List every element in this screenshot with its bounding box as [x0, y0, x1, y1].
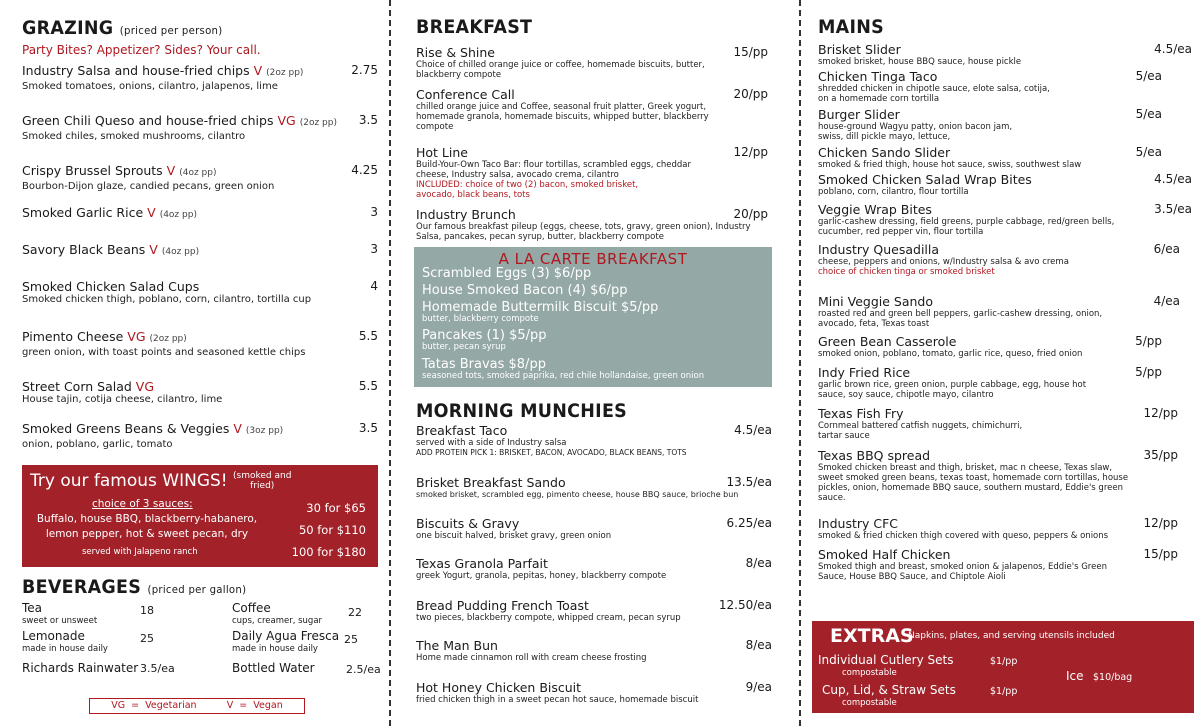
portion-note: (2oz pp) [299, 118, 337, 128]
item-price: 3 [370, 242, 378, 256]
item-description: green onion, with toast points and seasoned kettle chips [22, 347, 306, 358]
item-description: one biscuit halved, brisket gravy, green onion [416, 531, 612, 541]
beverage-price: 2.5/ea [346, 663, 381, 676]
item-name: Conference Call [416, 87, 515, 102]
item-price: 5/pp [1135, 365, 1162, 379]
wings-subtitle: (smoked and fried) [233, 471, 292, 491]
extras-title: EXTRAS [830, 625, 914, 647]
item-name: Texas Granola Parfait [416, 556, 548, 571]
item-name: Texas BBQ spread [818, 448, 931, 463]
ice-label: Ice [1066, 669, 1084, 683]
diet-tag: V [166, 163, 176, 178]
item-description: Smoked thigh and breast, smoked onion & jalapenos, Eddie's Green Sauce, House BBQ Sauce, and Chiptole Aioli [818, 562, 1107, 582]
column-divider-right [799, 0, 801, 726]
diet-tag: VG [277, 113, 296, 128]
item-price: 8/ea [745, 556, 772, 570]
mains-item [818, 547, 1192, 587]
grazing-item [22, 205, 378, 242]
item-name: Savory Black Beans [22, 242, 146, 257]
mains-item [818, 172, 1192, 202]
beverage-item: Tea sweet or unsweet [22, 601, 98, 626]
morning-munchies-title: MORNING MUNCHIES [416, 400, 628, 422]
beverage-price: 22 [348, 606, 362, 619]
item-name: Pimento Cheese [22, 329, 124, 344]
portion-note: (4oz pp) [159, 210, 197, 220]
item-name: Burger Slider [818, 107, 900, 122]
item-description: roasted red and green bell peppers, garlic-cashew dressing, onion, avocado, feta, Texas toast [818, 309, 1103, 329]
diet-tag: VG [135, 379, 155, 394]
item-description: smoked onion, poblano, tomato, garlic rice, queso, fried onion [818, 349, 1083, 359]
portion-note: (4oz pp) [161, 247, 200, 257]
diet-tag: V [233, 421, 242, 436]
beverage-item: Richards Rainwater [22, 661, 139, 675]
item-name: Chicken Sando Slider [818, 145, 951, 160]
cutlery-note: compostable [842, 668, 897, 678]
item-description: house-ground Wagyu patty, onion bacon jam, swiss, dill pickle mayo, lettuce, [818, 122, 1013, 142]
item-addon: ADD PROTEIN PICK 1: BRISKET, BACON, AVOCADO, BLACK BEANS, TOTS [416, 448, 687, 457]
grazing-item [22, 329, 378, 379]
portion-note: (3oz pp) [245, 426, 284, 436]
munchies-item [416, 680, 772, 710]
item-description: fried chicken thigh in a sweet pecan hot sauce, homemade biscuit [416, 695, 699, 705]
cutlery-price: $1/pp [990, 656, 1018, 667]
item-name: Breakfast Taco [416, 423, 508, 438]
item-name: Smoked Chicken Salad Cups [22, 279, 200, 294]
item-price: 3.5 [358, 421, 378, 435]
item-description: Cornmeal battered catfish nuggets, chimichurri, tartar sauce [818, 421, 1023, 441]
breakfast-item [416, 145, 768, 207]
munchies-item [416, 598, 772, 638]
breakfast-item [416, 87, 768, 141]
mains-item [818, 242, 1192, 294]
portion-note: (2oz pp) [149, 334, 187, 344]
breakfast-title: BREAKFAST [416, 16, 533, 38]
mains-title: MAINS [818, 16, 885, 38]
item-description: chilled orange juice and Coffee, seasonal fruit platter, Greek yogurt, homemade granola, homemade biscuits, whipped butter, blackberry compote [416, 102, 709, 132]
item-price: 5/ea [1135, 145, 1162, 159]
item-name: Smoked Half Chicken [818, 547, 951, 562]
item-description: smoked brisket, house BBQ sauce, house pickle [818, 57, 1022, 67]
cup-set-price: $1/pp [990, 686, 1018, 697]
mains-item [818, 42, 1192, 69]
item-price: 3 [370, 205, 378, 219]
mains-item [818, 202, 1192, 242]
a-la-carte-box [414, 247, 772, 387]
breakfast-item [416, 207, 768, 243]
item-description: garlic-cashew dressing, field greens, purple cabbage, red/green bells, cucumber, red pepper vin, flour tortilla [818, 217, 1115, 237]
item-price: 20/pp [733, 87, 768, 101]
beverage-list [22, 602, 388, 692]
mains-item [818, 406, 1192, 448]
item-description: smoked brisket, scrambled egg, pimento cheese, house BBQ sauce, brioche bun [416, 490, 739, 499]
diet-legend: VG = Vegetarian V = Vegan [89, 698, 305, 714]
item-price: 5/pp [1135, 334, 1162, 348]
a-la-carte-item: Scrambled Eggs (3) $6/pp [422, 266, 592, 281]
item-name: Industry Brunch [416, 207, 516, 222]
item-name: Texas Fish Fry [818, 406, 904, 421]
item-description: Bourbon-Dijon glaze, candied pecans, green onion [22, 181, 275, 192]
munchies-item [416, 475, 772, 516]
a-la-carte-item: House Smoked Bacon (4) $6/pp [422, 283, 628, 298]
beverage-item: Lemonade made in house daily [22, 629, 108, 654]
item-price: 12.50/ea [718, 598, 772, 612]
cutlery-label: Individual Cutlery Sets [818, 653, 954, 667]
grazing-item [22, 379, 378, 421]
mains-item [818, 107, 1192, 145]
mains-item [818, 516, 1192, 547]
item-price: 4/ea [1153, 294, 1180, 308]
beverage-price: 18 [140, 604, 154, 617]
item-price: 3.5/ea [1154, 202, 1192, 216]
wings-heading [30, 471, 370, 491]
item-description: Smoked tomatoes, onions, cilantro, jalapenos, lime [22, 81, 278, 92]
wings-tier: 50 for $110 [298, 523, 366, 537]
mains-item [818, 294, 1192, 334]
item-description: House tajin, cotija cheese, cilantro, lime [22, 394, 223, 405]
item-price: 15/pp [733, 45, 768, 59]
item-name: Street Corn Salad [22, 379, 132, 394]
wings-tier: 30 for $65 [306, 501, 366, 515]
item-description: smoked & fried thigh, house hot sauce, swiss, southwest slaw [818, 160, 1082, 170]
item-name: Green Bean Casserole [818, 334, 957, 349]
item-description: greek Yogurt, granola, pepitas, honey, blackberry compote [416, 571, 667, 581]
grazing-item [22, 113, 378, 163]
item-price: 5/ea [1135, 107, 1162, 121]
item-name: The Man Bun [416, 638, 498, 653]
item-price: 8/ea [745, 638, 772, 652]
mains-item [818, 365, 1192, 406]
item-name: Brisket Breakfast Sando [416, 475, 566, 490]
munchies-item [416, 516, 772, 556]
item-name: Brisket Slider [818, 42, 901, 57]
item-description: poblano, corn, cilantro, flour tortilla [818, 187, 969, 197]
wings-tier: 100 for $180 [291, 545, 366, 559]
item-name: Veggie Wrap Bites [818, 202, 932, 217]
grazing-item [22, 63, 378, 113]
a-la-carte-item: Tatas Bravas $8/pp seasoned tots, smoked paprika, red chile hollandaise, green onion [422, 357, 705, 381]
item-price: 4.5/ea [1154, 172, 1192, 186]
item-price: 15/pp [1143, 547, 1178, 561]
diet-tag: V [147, 205, 156, 220]
beverages-title: BEVERAGES [22, 576, 142, 598]
item-description: shredded chicken in chipotle sauce, elote salsa, cotija, on a homemade corn tortilla [818, 84, 1050, 104]
grazing-tagline: Party Bites? Appetizer? Sides? Your call. [22, 43, 261, 57]
beverages-heading [22, 575, 359, 602]
grazing-column [16, 0, 388, 726]
munchies-item [416, 556, 772, 598]
item-name: Chicken Tinga Taco [818, 69, 938, 84]
wings-title: Try our famous WINGS! [30, 471, 228, 491]
grazing-item [22, 163, 378, 205]
mains-item [818, 69, 1192, 107]
item-price: 3.5 [358, 113, 378, 127]
wings-sauces: Buffalo, house BBQ, blackberry-habanero, lemon pepper, hot & sweet pecan, dry [36, 513, 258, 540]
item-price: 2.75 [351, 63, 378, 77]
item-price: 12/pp [1143, 516, 1178, 530]
item-price: 6/ea [1153, 242, 1180, 256]
item-description: served with a side of Industry salsa [416, 438, 567, 448]
diet-tag: V [149, 242, 158, 257]
item-included: INCLUDED: choice of two (2) bacon, smoked brisket, avocado, black beans, tots [416, 180, 639, 200]
wings-served: served with Jalapeno ranch [82, 547, 198, 557]
item-name: Industry CFC [818, 516, 899, 531]
item-description: Smoked chiles, smoked mushrooms, cilantro [22, 131, 246, 142]
grazing-note: (priced per person) [119, 24, 223, 37]
munchies-item [416, 423, 772, 475]
grazing-item [22, 242, 378, 279]
item-price: 4.5/ea [1154, 42, 1192, 56]
item-name: Bread Pudding French Toast [416, 598, 589, 613]
item-description: Choice of chilled orange juice or coffee, homemade biscuits, butter, blackberry compote [416, 60, 705, 80]
item-name: Mini Veggie Sando [818, 294, 934, 309]
item-price: 4.5/ea [734, 423, 772, 437]
item-name: Hot Honey Chicken Biscuit [416, 680, 582, 695]
item-name: Industry Salsa and house-fried chips [22, 63, 250, 78]
item-price: 12/pp [733, 145, 768, 159]
portion-note: (4oz pp) [179, 168, 217, 178]
a-la-carte-title: A LA CARTE BREAKFAST [498, 250, 688, 268]
item-name: Smoked Greens Beans & Veggies [22, 421, 230, 436]
mains-item [818, 334, 1192, 365]
item-price: 13.5/ea [726, 475, 772, 489]
item-name: Rise & Shine [416, 45, 495, 60]
item-description: garlic brown rice, green onion, purple cabbage, egg, house hot sauce, soy sauce, chipotle mayo, cilantro [818, 380, 1087, 400]
diet-tag: VG [127, 329, 146, 344]
beverage-price: 25 [344, 633, 358, 646]
mains-column [812, 0, 1196, 726]
beverages-note: (priced per gallon) [147, 583, 247, 596]
grazing-title: GRAZING [22, 17, 114, 39]
a-la-carte-item: Homemade Buttermilk Biscuit $5/pp butter, blackberry compote [422, 300, 659, 324]
beverage-price: 25 [140, 632, 154, 645]
item-description: Our famous breakfast pileup (eggs, cheese, tots, gravy, green onion), Industry Salsa, pancakes, pecan syrup, butter, blackberry compote [416, 222, 751, 242]
item-price: 20/pp [733, 207, 768, 221]
diet-tag: V [253, 63, 263, 78]
grazing-heading [22, 16, 359, 43]
beverage-item: Coffee cups, creamer, sugar [232, 601, 323, 626]
breakfast-column [410, 0, 778, 726]
wings-choice: choice of 3 sauces: [92, 498, 193, 510]
item-name: Green Chili Queso and house-fried chips [22, 113, 274, 128]
item-description: smoked & fried chicken thigh covered with queso, peppers & onions [818, 531, 1109, 541]
wings-box [22, 465, 378, 567]
beverage-item: Bottled Water [232, 661, 315, 675]
beverage-item: Daily Agua Fresca made in house daily [232, 629, 340, 654]
item-price: 4.25 [351, 163, 378, 177]
item-description: Build-Your-Own Taco Bar: flour tortillas, scrambled eggs, cheddar cheese, Industry salsa, avocado crema, cilantro [416, 160, 691, 180]
extras-note: Napkins, plates, and serving utensils included [908, 631, 1115, 641]
item-name: Hot Line [416, 145, 468, 160]
item-price: 12/pp [1143, 406, 1178, 420]
extras-box [812, 621, 1194, 713]
item-price: 9/ea [745, 680, 772, 694]
item-name: Industry Quesadilla [818, 242, 940, 257]
item-price: 5/ea [1135, 69, 1162, 83]
item-name: Biscuits & Gravy [416, 516, 520, 531]
item-name: Indy Fried Rice [818, 365, 911, 380]
munchies-item [416, 638, 772, 680]
item-price: 5.5 [358, 379, 378, 393]
grazing-item [22, 421, 378, 461]
cup-set-note: compostable [842, 698, 897, 708]
beverage-price: 3.5/ea [140, 662, 175, 675]
item-description: Smoked chicken breast and thigh, brisket, mac n cheese, Texas slaw, sweet smoked green beans, texas toast, homemade corn tortillas, house pickles, onion, homemade BBQ sauce, southern mustard, Eddie's green sauce. [818, 463, 1129, 503]
item-price: 5.5 [358, 329, 378, 343]
item-price: 6.25/ea [726, 516, 772, 530]
item-description: Home made cinnamon roll with cream cheese frosting [416, 653, 647, 663]
mains-item [818, 448, 1192, 516]
item-price: 35/pp [1143, 448, 1178, 462]
mains-item [818, 145, 1192, 172]
item-name: Smoked Chicken Salad Wrap Bites [818, 172, 1032, 187]
item-option: choice of chicken tinga or smoked brisket [818, 267, 995, 277]
item-description: onion, poblano, garlic, tomato [22, 439, 173, 450]
item-description: two pieces, blackberry compote, whipped cream, pecan syrup [416, 613, 681, 623]
item-description: cheese, peppers and onions, w/Industry salsa & avo crema [818, 257, 1069, 267]
a-la-carte-item: Pancakes (1) $5/pp butter, pecan syrup [422, 328, 547, 352]
grazing-item [22, 279, 378, 329]
item-name: Crispy Brussel Sprouts [22, 163, 163, 178]
breakfast-item [416, 45, 768, 85]
cup-set-label: Cup, Lid, & Straw Sets [822, 683, 956, 697]
item-price: 4 [370, 279, 378, 293]
item-description: Smoked chicken thigh, poblano, corn, cilantro, tortilla cup [22, 294, 312, 305]
item-name: Smoked Garlic Rice [22, 205, 144, 220]
column-divider-left [389, 0, 391, 726]
portion-note: (2oz pp) [266, 68, 304, 78]
ice-price: $10/bag [1093, 672, 1133, 683]
